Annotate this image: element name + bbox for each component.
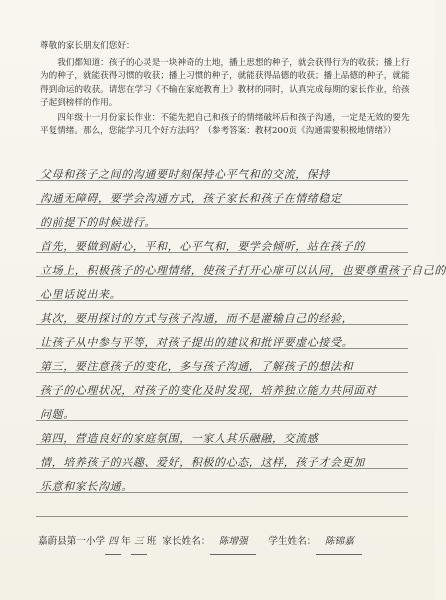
grade-label: 年 [121,536,131,547]
answer-area [36,160,446,530]
handwritten-line: 第四，营造良好的家庭氛围，一家人其乐融融，交流感 [40,432,319,445]
ruled-line [36,516,408,517]
parent-name-signature: 陈增强 [210,530,256,555]
handwritten-line: 问题。 [40,408,75,421]
student-name-signature: 陈锦嘉 [316,530,362,555]
handwritten-line: 第三，要注意孩子的变化，多与孩子沟通，了解孩子的想法和 [40,360,354,373]
handwritten-line: 心里话说出来。 [40,288,122,301]
handwritten-line: 让孩子从中参与平等，对孩子提出的建议和批评要虚心接受。 [40,336,354,349]
signature-footer [38,530,418,555]
student-name-label: 学生姓名： [268,536,317,547]
letter-paragraph-1: 我们都知道：孩子的心灵是一块神奇的土地，播上思想的种子，就会获得行为的收获；播上行为的种子，就能获得习惯的收获；播上习惯的种子，就能获得品德的收获；播上品德的种子，就能得到命运的收获。请您在学习《不输在家庭教育上》教材的同时，认真完成每期的家长作业，给孩子起到榜样的作用。 [40,58,410,108]
handwritten-line: 乐意和家长沟通。 [40,480,133,493]
handwritten-line: 立场上，积极孩子的心理情绪，使孩子打开心扉可以认同，也要尊重孩子自己的 [40,264,446,277]
school-name: 嘉蔚县第一小学 [38,536,106,547]
handwritten-line: 父母和孩子之间的沟通要时刻保持心平气和的交流，保持 [40,168,330,181]
letter-paragraph-2: 四年级十一月份家长作业：不能先把自己和孩子的情绪破坏后和孩子沟通，一定是无效的要先平复情绪。那么，您能学习几个好方法吗？（参考答案：教材200页《沟通需要积极地情绪》） [40,113,410,137]
printed-letter [40,40,412,140]
handwritten-line: 情，培养孩子的兴趣、爱好，积极的心态，这样，孩子才会更加 [40,456,365,469]
grade-handwritten: 四 [105,530,121,555]
handwritten-line: 首先，要做到耐心，平和，心平气和，要学会倾听，站在孩子的 [40,240,365,253]
handwritten-line: 沟通无障碍，要学会沟通方式，孩子家长和孩子在情绪稳定 [40,192,342,205]
handwritten-line: 其次，要用探讨的方式与孩子沟通，而不是灌输自己的经验， [40,312,354,325]
handwritten-line: 孩子的心理状况，对孩子的变化及时发现，培养独立能力共同面对 [40,384,377,397]
parent-name-label: 家长姓名： [162,536,211,547]
class-handwritten: 三 [131,530,147,555]
class-label: 班 [146,536,157,547]
handwritten-line: 的前提下的时候进行。 [40,216,156,229]
letter-greeting: 尊敬的家长朋友们您好： [40,41,135,51]
